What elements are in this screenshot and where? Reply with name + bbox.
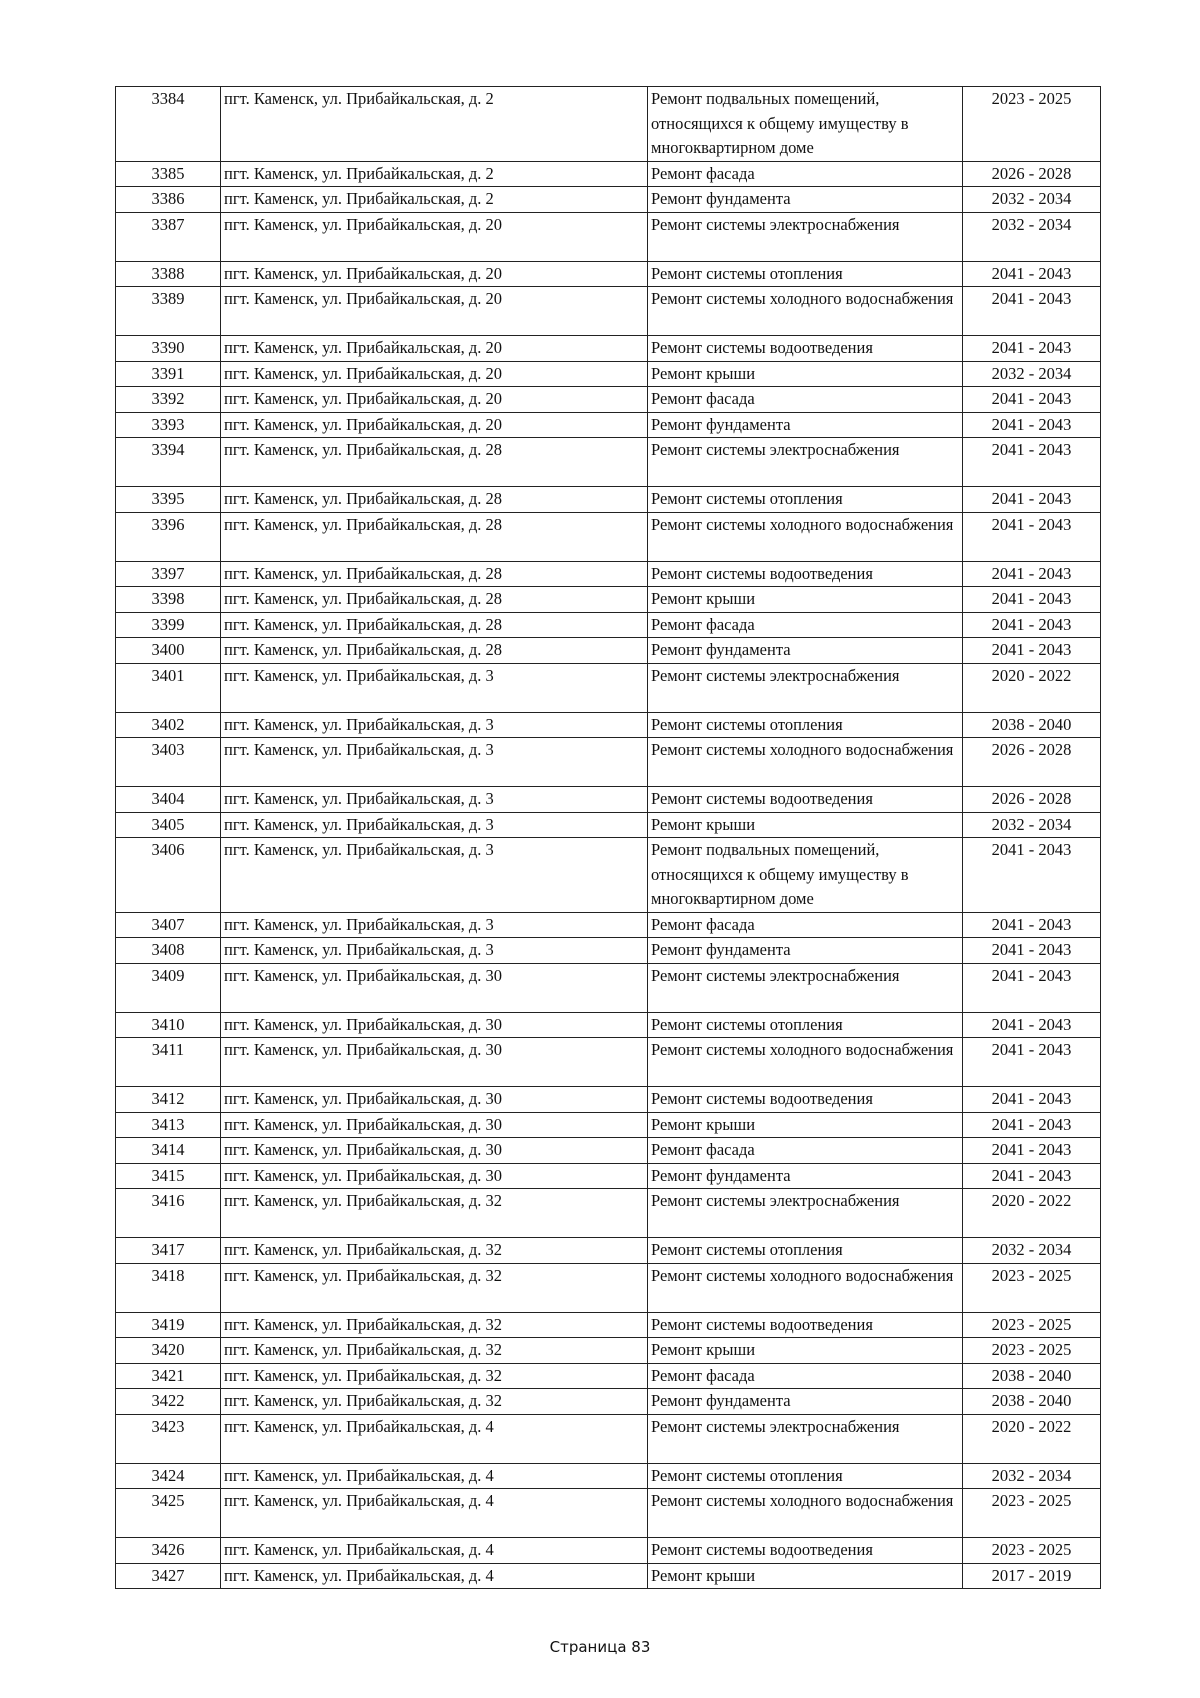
period-cell: 2041 - 2043 bbox=[963, 1087, 1101, 1113]
work-type-cell: Ремонт системы отопления bbox=[648, 712, 963, 738]
address-cell: пгт. Каменск, ул. Прибайкальская, д. 3 bbox=[221, 663, 648, 712]
address-cell: пгт. Каменск, ул. Прибайкальская, д. 28 bbox=[221, 438, 648, 487]
period-cell: 2041 - 2043 bbox=[963, 938, 1101, 964]
period-cell: 2023 - 2025 bbox=[963, 1312, 1101, 1338]
address-cell: пгт. Каменск, ул. Прибайкальская, д. 3 bbox=[221, 912, 648, 938]
row-number-cell: 3391 bbox=[116, 361, 221, 387]
table-row bbox=[116, 1312, 1101, 1338]
row-number-cell: 3415 bbox=[116, 1163, 221, 1189]
row-number-cell: 3410 bbox=[116, 1012, 221, 1038]
address-cell: пгт. Каменск, ул. Прибайкальская, д. 28 bbox=[221, 612, 648, 638]
row-number-cell: 3402 bbox=[116, 712, 221, 738]
period-cell: 2041 - 2043 bbox=[963, 438, 1101, 487]
table-row bbox=[116, 287, 1101, 336]
address-cell: пгт. Каменск, ул. Прибайкальская, д. 20 bbox=[221, 212, 648, 261]
period-cell: 2023 - 2025 bbox=[963, 1538, 1101, 1564]
address-cell: пгт. Каменск, ул. Прибайкальская, д. 2 bbox=[221, 87, 648, 162]
period-cell: 2041 - 2043 bbox=[963, 261, 1101, 287]
period-cell: 2023 - 2025 bbox=[963, 1263, 1101, 1312]
address-cell: пгт. Каменск, ул. Прибайкальская, д. 28 bbox=[221, 487, 648, 513]
work-type-cell: Ремонт системы водоотведения bbox=[648, 336, 963, 362]
work-type-cell: Ремонт системы электроснабжения bbox=[648, 663, 963, 712]
address-cell: пгт. Каменск, ул. Прибайкальская, д. 30 bbox=[221, 1163, 648, 1189]
table-row bbox=[116, 963, 1101, 1012]
address-cell: пгт. Каменск, ул. Прибайкальская, д. 32 bbox=[221, 1263, 648, 1312]
address-cell: пгт. Каменск, ул. Прибайкальская, д. 30 bbox=[221, 1112, 648, 1138]
period-cell: 2032 - 2034 bbox=[963, 212, 1101, 261]
address-cell: пгт. Каменск, ул. Прибайкальская, д. 3 bbox=[221, 712, 648, 738]
address-cell: пгт. Каменск, ул. Прибайкальская, д. 32 bbox=[221, 1312, 648, 1338]
row-number-cell: 3426 bbox=[116, 1538, 221, 1564]
row-number-cell: 3419 bbox=[116, 1312, 221, 1338]
work-type-cell: Ремонт системы холодного водоснабжения bbox=[648, 1489, 963, 1538]
row-number-cell: 3409 bbox=[116, 963, 221, 1012]
row-number-cell: 3398 bbox=[116, 587, 221, 613]
table-row bbox=[116, 812, 1101, 838]
work-type-cell: Ремонт крыши bbox=[648, 1563, 963, 1589]
period-cell: 2038 - 2040 bbox=[963, 1389, 1101, 1415]
period-cell: 2020 - 2022 bbox=[963, 663, 1101, 712]
row-number-cell: 3412 bbox=[116, 1087, 221, 1113]
table-row bbox=[116, 1163, 1101, 1189]
period-cell: 2041 - 2043 bbox=[963, 912, 1101, 938]
period-cell: 2026 - 2028 bbox=[963, 161, 1101, 187]
work-type-cell: Ремонт системы водоотведения bbox=[648, 1087, 963, 1113]
period-cell: 2041 - 2043 bbox=[963, 1138, 1101, 1164]
table-row bbox=[116, 787, 1101, 813]
address-cell: пгт. Каменск, ул. Прибайкальская, д. 3 bbox=[221, 812, 648, 838]
period-cell: 2041 - 2043 bbox=[963, 1038, 1101, 1087]
work-type-cell: Ремонт системы отопления bbox=[648, 1012, 963, 1038]
row-number-cell: 3420 bbox=[116, 1338, 221, 1364]
page-footer bbox=[0, 1638, 1200, 1656]
row-number-cell: 3392 bbox=[116, 387, 221, 413]
period-cell: 2026 - 2028 bbox=[963, 738, 1101, 787]
work-type-cell: Ремонт фасада bbox=[648, 912, 963, 938]
period-cell: 2041 - 2043 bbox=[963, 1112, 1101, 1138]
work-type-cell: Ремонт системы электроснабжения bbox=[648, 212, 963, 261]
row-number-cell: 3400 bbox=[116, 638, 221, 664]
address-cell: пгт. Каменск, ул. Прибайкальская, д. 32 bbox=[221, 1363, 648, 1389]
table-row bbox=[116, 187, 1101, 213]
address-cell: пгт. Каменск, ул. Прибайкальская, д. 28 bbox=[221, 512, 648, 561]
work-type-cell: Ремонт крыши bbox=[648, 587, 963, 613]
address-cell: пгт. Каменск, ул. Прибайкальская, д. 20 bbox=[221, 387, 648, 413]
row-number-cell: 3405 bbox=[116, 812, 221, 838]
period-cell: 2032 - 2034 bbox=[963, 1238, 1101, 1264]
table-row bbox=[116, 1238, 1101, 1264]
table-row bbox=[116, 1489, 1101, 1538]
table-row bbox=[116, 712, 1101, 738]
address-cell: пгт. Каменск, ул. Прибайкальская, д. 32 bbox=[221, 1189, 648, 1238]
row-number-cell: 3422 bbox=[116, 1389, 221, 1415]
page-number-label: Страница 83 bbox=[549, 1638, 651, 1656]
period-cell: 2026 - 2028 bbox=[963, 787, 1101, 813]
work-type-cell: Ремонт фундамента bbox=[648, 638, 963, 664]
period-cell: 2041 - 2043 bbox=[963, 387, 1101, 413]
period-cell: 2032 - 2034 bbox=[963, 187, 1101, 213]
period-cell: 2023 - 2025 bbox=[963, 1338, 1101, 1364]
address-cell: пгт. Каменск, ул. Прибайкальская, д. 32 bbox=[221, 1338, 648, 1364]
row-number-cell: 3418 bbox=[116, 1263, 221, 1312]
table-row bbox=[116, 663, 1101, 712]
work-type-cell: Ремонт системы электроснабжения bbox=[648, 1414, 963, 1463]
period-cell: 2023 - 2025 bbox=[963, 1489, 1101, 1538]
table-row bbox=[116, 1189, 1101, 1238]
address-cell: пгт. Каменск, ул. Прибайкальская, д. 3 bbox=[221, 938, 648, 964]
row-number-cell: 3394 bbox=[116, 438, 221, 487]
work-type-cell: Ремонт подвальных помещений, относящихся к общему имуществу в многоквартирном доме bbox=[648, 87, 963, 162]
address-cell: пгт. Каменск, ул. Прибайкальская, д. 4 bbox=[221, 1414, 648, 1463]
work-type-cell: Ремонт фундамента bbox=[648, 938, 963, 964]
table-row bbox=[116, 361, 1101, 387]
work-type-cell: Ремонт системы электроснабжения bbox=[648, 438, 963, 487]
table-row bbox=[116, 512, 1101, 561]
address-cell: пгт. Каменск, ул. Прибайкальская, д. 30 bbox=[221, 1038, 648, 1087]
work-type-cell: Ремонт фасада bbox=[648, 387, 963, 413]
work-type-cell: Ремонт крыши bbox=[648, 812, 963, 838]
address-cell: пгт. Каменск, ул. Прибайкальская, д. 30 bbox=[221, 1012, 648, 1038]
work-type-cell: Ремонт системы холодного водоснабжения bbox=[648, 1038, 963, 1087]
work-type-cell: Ремонт фасада bbox=[648, 1138, 963, 1164]
row-number-cell: 3390 bbox=[116, 336, 221, 362]
address-cell: пгт. Каменск, ул. Прибайкальская, д. 30 bbox=[221, 963, 648, 1012]
work-type-cell: Ремонт системы водоотведения bbox=[648, 561, 963, 587]
table-row bbox=[116, 938, 1101, 964]
table-row bbox=[116, 387, 1101, 413]
table-row bbox=[116, 1112, 1101, 1138]
work-type-cell: Ремонт системы холодного водоснабжения bbox=[648, 1263, 963, 1312]
period-cell: 2017 - 2019 bbox=[963, 1563, 1101, 1589]
table-row bbox=[116, 1363, 1101, 1389]
row-number-cell: 3385 bbox=[116, 161, 221, 187]
period-cell: 2041 - 2043 bbox=[963, 963, 1101, 1012]
table-row bbox=[116, 1463, 1101, 1489]
address-cell: пгт. Каменск, ул. Прибайкальская, д. 4 bbox=[221, 1489, 648, 1538]
work-type-cell: Ремонт системы водоотведения bbox=[648, 787, 963, 813]
address-cell: пгт. Каменск, ул. Прибайкальская, д. 20 bbox=[221, 412, 648, 438]
table-row bbox=[116, 1563, 1101, 1589]
period-cell: 2041 - 2043 bbox=[963, 1012, 1101, 1038]
period-cell: 2041 - 2043 bbox=[963, 487, 1101, 513]
address-cell: пгт. Каменск, ул. Прибайкальская, д. 3 bbox=[221, 838, 648, 913]
row-number-cell: 3399 bbox=[116, 612, 221, 638]
address-cell: пгт. Каменск, ул. Прибайкальская, д. 20 bbox=[221, 287, 648, 336]
work-type-cell: Ремонт системы холодного водоснабжения bbox=[648, 287, 963, 336]
row-number-cell: 3407 bbox=[116, 912, 221, 938]
row-number-cell: 3393 bbox=[116, 412, 221, 438]
period-cell: 2020 - 2022 bbox=[963, 1414, 1101, 1463]
table-row bbox=[116, 1414, 1101, 1463]
work-type-cell: Ремонт подвальных помещений, относящихся к общему имуществу в многоквартирном доме bbox=[648, 838, 963, 913]
period-cell: 2041 - 2043 bbox=[963, 412, 1101, 438]
work-type-cell: Ремонт фундамента bbox=[648, 187, 963, 213]
row-number-cell: 3427 bbox=[116, 1563, 221, 1589]
table-row bbox=[116, 1338, 1101, 1364]
period-cell: 2038 - 2040 bbox=[963, 712, 1101, 738]
row-number-cell: 3403 bbox=[116, 738, 221, 787]
row-number-cell: 3414 bbox=[116, 1138, 221, 1164]
work-type-cell: Ремонт системы отопления bbox=[648, 1463, 963, 1489]
row-number-cell: 3395 bbox=[116, 487, 221, 513]
work-type-cell: Ремонт системы электроснабжения bbox=[648, 1189, 963, 1238]
period-cell: 2032 - 2034 bbox=[963, 812, 1101, 838]
work-type-cell: Ремонт фундамента bbox=[648, 412, 963, 438]
row-number-cell: 3397 bbox=[116, 561, 221, 587]
table-row bbox=[116, 612, 1101, 638]
table-row bbox=[116, 1538, 1101, 1564]
work-type-cell: Ремонт фасада bbox=[648, 161, 963, 187]
table-row bbox=[116, 336, 1101, 362]
work-type-cell: Ремонт крыши bbox=[648, 1338, 963, 1364]
work-type-cell: Ремонт крыши bbox=[648, 361, 963, 387]
row-number-cell: 3401 bbox=[116, 663, 221, 712]
period-cell: 2041 - 2043 bbox=[963, 638, 1101, 664]
period-cell: 2032 - 2034 bbox=[963, 1463, 1101, 1489]
row-number-cell: 3404 bbox=[116, 787, 221, 813]
period-cell: 2041 - 2043 bbox=[963, 838, 1101, 913]
table-row bbox=[116, 1038, 1101, 1087]
table-row bbox=[116, 438, 1101, 487]
period-cell: 2032 - 2034 bbox=[963, 361, 1101, 387]
table-row bbox=[116, 587, 1101, 613]
table-row bbox=[116, 1389, 1101, 1415]
table-row bbox=[116, 1012, 1101, 1038]
address-cell: пгт. Каменск, ул. Прибайкальская, д. 3 bbox=[221, 738, 648, 787]
table-row bbox=[116, 1263, 1101, 1312]
table-row bbox=[116, 912, 1101, 938]
table-row bbox=[116, 161, 1101, 187]
table-body bbox=[116, 87, 1101, 1589]
table-row bbox=[116, 212, 1101, 261]
period-cell: 2041 - 2043 bbox=[963, 512, 1101, 561]
address-cell: пгт. Каменск, ул. Прибайкальская, д. 4 bbox=[221, 1463, 648, 1489]
period-cell: 2041 - 2043 bbox=[963, 612, 1101, 638]
row-number-cell: 3423 bbox=[116, 1414, 221, 1463]
address-cell: пгт. Каменск, ул. Прибайкальская, д. 4 bbox=[221, 1538, 648, 1564]
table-row bbox=[116, 487, 1101, 513]
row-number-cell: 3424 bbox=[116, 1463, 221, 1489]
work-type-cell: Ремонт системы электроснабжения bbox=[648, 963, 963, 1012]
address-cell: пгт. Каменск, ул. Прибайкальская, д. 20 bbox=[221, 361, 648, 387]
row-number-cell: 3408 bbox=[116, 938, 221, 964]
row-number-cell: 3421 bbox=[116, 1363, 221, 1389]
work-type-cell: Ремонт фундамента bbox=[648, 1389, 963, 1415]
address-cell: пгт. Каменск, ул. Прибайкальская, д. 30 bbox=[221, 1138, 648, 1164]
table-row bbox=[116, 638, 1101, 664]
work-type-cell: Ремонт фасада bbox=[648, 612, 963, 638]
address-cell: пгт. Каменск, ул. Прибайкальская, д. 30 bbox=[221, 1087, 648, 1113]
work-type-cell: Ремонт крыши bbox=[648, 1112, 963, 1138]
row-number-cell: 3406 bbox=[116, 838, 221, 913]
row-number-cell: 3425 bbox=[116, 1489, 221, 1538]
address-cell: пгт. Каменск, ул. Прибайкальская, д. 28 bbox=[221, 561, 648, 587]
table-row bbox=[116, 1138, 1101, 1164]
table-row bbox=[116, 561, 1101, 587]
table-row bbox=[116, 261, 1101, 287]
table-row bbox=[116, 1087, 1101, 1113]
address-cell: пгт. Каменск, ул. Прибайкальская, д. 32 bbox=[221, 1238, 648, 1264]
table-row bbox=[116, 87, 1101, 162]
work-type-cell: Ремонт фасада bbox=[648, 1363, 963, 1389]
table-row bbox=[116, 738, 1101, 787]
work-type-cell: Ремонт системы холодного водоснабжения bbox=[648, 512, 963, 561]
row-number-cell: 3389 bbox=[116, 287, 221, 336]
address-cell: пгт. Каменск, ул. Прибайкальская, д. 20 bbox=[221, 336, 648, 362]
period-cell: 2041 - 2043 bbox=[963, 287, 1101, 336]
address-cell: пгт. Каменск, ул. Прибайкальская, д. 20 bbox=[221, 261, 648, 287]
work-type-cell: Ремонт системы водоотведения bbox=[648, 1312, 963, 1338]
row-number-cell: 3416 bbox=[116, 1189, 221, 1238]
row-number-cell: 3417 bbox=[116, 1238, 221, 1264]
work-type-cell: Ремонт системы отопления bbox=[648, 487, 963, 513]
table-row bbox=[116, 412, 1101, 438]
row-number-cell: 3387 bbox=[116, 212, 221, 261]
period-cell: 2020 - 2022 bbox=[963, 1189, 1101, 1238]
work-type-cell: Ремонт системы отопления bbox=[648, 1238, 963, 1264]
row-number-cell: 3413 bbox=[116, 1112, 221, 1138]
period-cell: 2041 - 2043 bbox=[963, 561, 1101, 587]
address-cell: пгт. Каменск, ул. Прибайкальская, д. 32 bbox=[221, 1389, 648, 1415]
row-number-cell: 3396 bbox=[116, 512, 221, 561]
work-type-cell: Ремонт системы отопления bbox=[648, 261, 963, 287]
work-type-cell: Ремонт системы водоотведения bbox=[648, 1538, 963, 1564]
row-number-cell: 3384 bbox=[116, 87, 221, 162]
row-number-cell: 3411 bbox=[116, 1038, 221, 1087]
table-row bbox=[116, 838, 1101, 913]
address-cell: пгт. Каменск, ул. Прибайкальская, д. 2 bbox=[221, 187, 648, 213]
period-cell: 2041 - 2043 bbox=[963, 1163, 1101, 1189]
address-cell: пгт. Каменск, ул. Прибайкальская, д. 3 bbox=[221, 787, 648, 813]
period-cell: 2038 - 2040 bbox=[963, 1363, 1101, 1389]
repair-schedule-table bbox=[115, 86, 1101, 1589]
address-cell: пгт. Каменск, ул. Прибайкальская, д. 28 bbox=[221, 587, 648, 613]
address-cell: пгт. Каменск, ул. Прибайкальская, д. 2 bbox=[221, 161, 648, 187]
period-cell: 2041 - 2043 bbox=[963, 587, 1101, 613]
work-type-cell: Ремонт системы холодного водоснабжения bbox=[648, 738, 963, 787]
period-cell: 2023 - 2025 bbox=[963, 87, 1101, 162]
period-cell: 2041 - 2043 bbox=[963, 336, 1101, 362]
row-number-cell: 3386 bbox=[116, 187, 221, 213]
address-cell: пгт. Каменск, ул. Прибайкальская, д. 4 bbox=[221, 1563, 648, 1589]
address-cell: пгт. Каменск, ул. Прибайкальская, д. 28 bbox=[221, 638, 648, 664]
row-number-cell: 3388 bbox=[116, 261, 221, 287]
work-type-cell: Ремонт фундамента bbox=[648, 1163, 963, 1189]
